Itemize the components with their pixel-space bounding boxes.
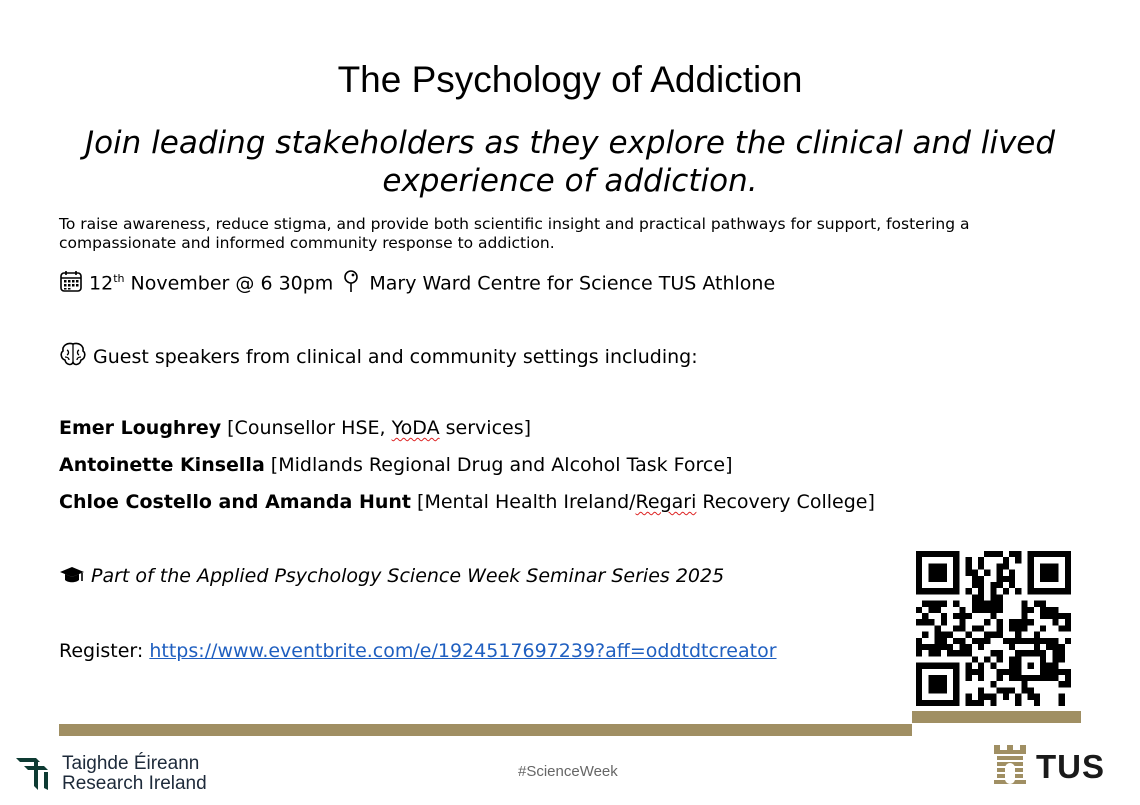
intro-text: To raise awareness, reduce stigma, and provide both scientific insight and practical pathways for support, fostering a compassionate and informed community response to addiction. bbox=[59, 215, 970, 252]
speaker-name: Emer Loughrey bbox=[59, 417, 222, 439]
tus-label: TUS bbox=[1036, 748, 1105, 785]
footer-accent-bar bbox=[59, 724, 912, 736]
subtitle-line-2: experience of addiction. bbox=[382, 163, 758, 199]
research-ireland-label bbox=[62, 754, 207, 794]
event-day: 12 bbox=[89, 272, 114, 295]
speaker-role: [Counsellor HSE, bbox=[221, 417, 392, 439]
register-label: Register: bbox=[59, 640, 150, 662]
speaker-1 bbox=[59, 415, 531, 441]
tus-tower-icon bbox=[993, 745, 1027, 793]
speaker-3 bbox=[59, 489, 875, 515]
speaker-role: [Mental Health Ireland/ bbox=[411, 491, 636, 513]
speaker-2 bbox=[59, 452, 732, 478]
series-line bbox=[59, 563, 724, 593]
qr-accent-bar bbox=[912, 711, 1081, 723]
page-title: The Psychology of Addiction bbox=[337, 59, 803, 100]
speaker-role: [Midlands Regional Drug and Alcohol Task Force] bbox=[264, 454, 733, 476]
hashtag: #ScienceWeek bbox=[518, 763, 618, 780]
event-details bbox=[59, 266, 775, 300]
graduation-cap-icon bbox=[59, 564, 85, 593]
register-link[interactable]: https://www.eventbrite.com/e/1924517697239?aff=oddtdtcreator bbox=[149, 640, 777, 662]
event-day-suffix: th bbox=[113, 272, 125, 285]
event-date: November @ 6 30pm bbox=[124, 272, 334, 295]
research-ireland-logo-icon bbox=[16, 756, 52, 794]
speaker-role-end: Recovery College] bbox=[696, 491, 875, 513]
speaker-role-marked: Regari bbox=[635, 491, 697, 513]
speakers-intro-line bbox=[59, 341, 698, 374]
calendar-icon bbox=[59, 269, 83, 300]
qr-code bbox=[916, 551, 1071, 706]
series-text: Part of the Applied Psychology Science Week Seminar Series 2025 bbox=[91, 565, 725, 587]
speaker-name: Chloe Costello and Amanda Hunt bbox=[59, 491, 411, 513]
event-venue: Mary Ward Centre for Science TUS Athlone bbox=[369, 272, 776, 295]
location-pin-icon bbox=[343, 269, 359, 300]
research-ireland-line-1: Taighde Éireann bbox=[62, 753, 200, 774]
speaker-name: Antoinette Kinsella bbox=[59, 454, 265, 476]
register-line bbox=[59, 638, 777, 664]
subtitle bbox=[60, 124, 1080, 200]
research-ireland-line-2: Research Ireland bbox=[62, 773, 207, 794]
subtitle-line-1: Join leading stakeholders as they explore the clinical and lived bbox=[84, 125, 1056, 161]
speaker-role-marked: YoDA bbox=[391, 417, 440, 439]
speakers-intro: Guest speakers from clinical and community settings including: bbox=[93, 346, 698, 368]
brain-icon bbox=[59, 341, 87, 374]
speaker-role-end: services] bbox=[439, 417, 532, 439]
